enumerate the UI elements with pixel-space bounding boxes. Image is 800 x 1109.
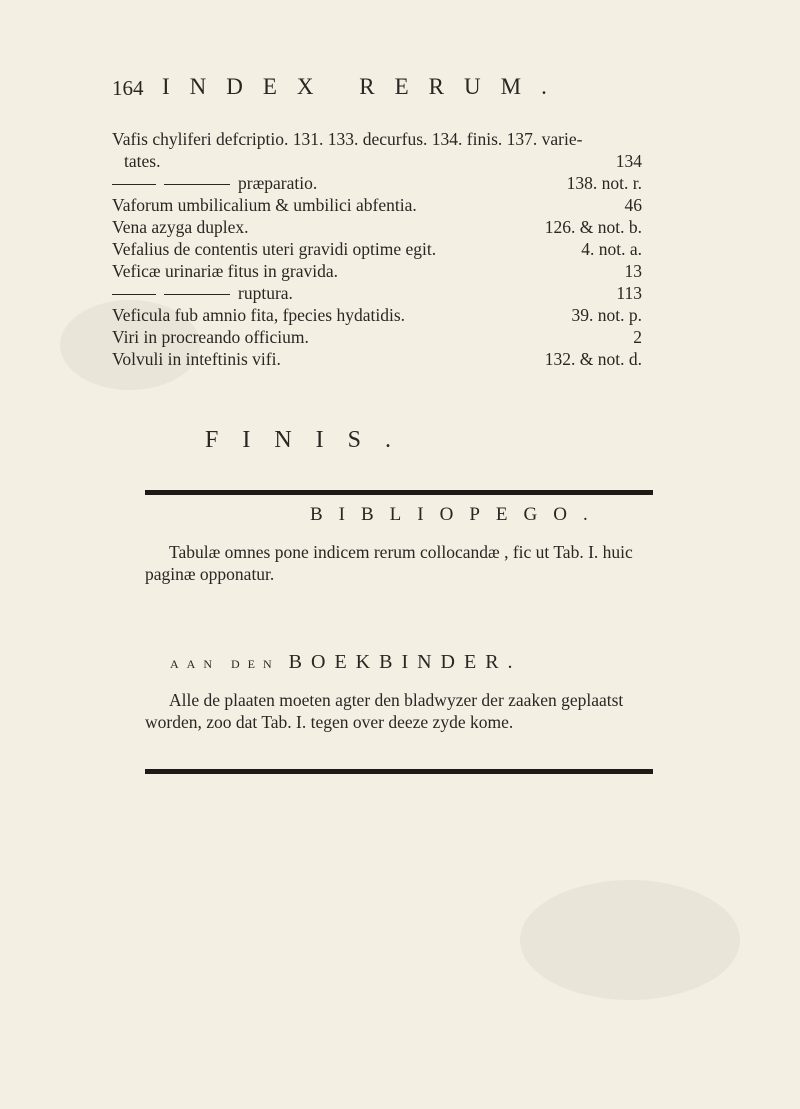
index-entry-ref: 126. & not. b. xyxy=(544,217,642,237)
boekbinder-prefix: AAN DEN xyxy=(170,657,280,671)
index-entry-ref: 134 xyxy=(615,151,642,171)
index-entry-text: Volvuli in inteftinis vifi. xyxy=(112,349,281,369)
index-entry xyxy=(112,216,642,238)
index-entry-ref: 4. not. a. xyxy=(581,239,642,259)
paper-stain xyxy=(520,880,740,1000)
index-entry xyxy=(112,260,642,282)
index-entry-text-wrap xyxy=(112,172,317,194)
index-entry xyxy=(112,348,642,370)
boekbinder-title: BOEKBINDER. xyxy=(288,651,522,673)
finis-heading: FINIS. xyxy=(205,427,416,453)
index-entry xyxy=(112,128,642,150)
index-entry xyxy=(112,282,642,304)
index-entry-text: ruptura. xyxy=(238,283,293,303)
ditto-dash xyxy=(112,294,156,295)
index-entry xyxy=(112,326,642,348)
running-title: INDEX RERUM. xyxy=(162,74,567,99)
index-entry-ref: 113 xyxy=(616,283,642,303)
page-number: 164 xyxy=(112,76,144,100)
divider-rule xyxy=(145,490,653,495)
index-entry-ref: 46 xyxy=(624,195,642,215)
index-entry-ref: 39. not. p. xyxy=(571,305,642,325)
index-entry-ref: 132. & not. d. xyxy=(544,349,642,369)
ditto-dash xyxy=(164,184,230,185)
index-entry-text-wrap xyxy=(112,282,293,304)
page-header xyxy=(112,72,632,112)
index-entry-text: Vena azyga duplex. xyxy=(112,217,249,237)
index-entry-text: Veficula fub amnio fita, fpecies hydatidis. xyxy=(112,305,406,325)
index-entry xyxy=(112,238,642,260)
index-entry-text: Viri in procreando officium. xyxy=(112,327,309,347)
index-entry-ref: 138. not. r. xyxy=(566,173,642,193)
boekbinder-heading xyxy=(170,651,522,674)
bibliopego-heading: BIBLIOPEGO. xyxy=(310,504,604,525)
index-entry-text: Veficæ urinariæ fitus in gravida. xyxy=(112,261,338,281)
index-entry-text: tates. xyxy=(124,151,161,171)
index-entry-text: Vaforum umbilicalium & umbilici abfentia. xyxy=(112,195,417,215)
bibliopego-instruction: Tabulæ omnes pone indicem rerum collocandæ , fic ut Tab. I. huic paginæ opponatur. xyxy=(145,542,633,584)
ditto-dash xyxy=(112,184,156,185)
divider-rule xyxy=(145,769,653,774)
index-entry-ref: 2 xyxy=(633,327,642,347)
index-entry xyxy=(112,172,642,194)
index-entry-ref: 13 xyxy=(624,261,642,281)
index-entry xyxy=(112,194,642,216)
index-entry-text: Vefalius de contentis uteri gravidi optime egit. xyxy=(112,239,437,259)
index-entry-text: præparatio. xyxy=(238,173,318,193)
index-entry xyxy=(112,150,642,172)
boekbinder-instruction: Alle de plaaten moeten agter den bladwyzer der zaaken geplaatst worden, zoo dat Tab. I. tegen over deeze zyde kome. xyxy=(145,690,624,732)
index-entry xyxy=(112,304,642,326)
index-entry-text: Vafis chyliferi defcriptio. 131. 133. decurfus. 134. finis. 137. varie- xyxy=(112,129,583,149)
ditto-dash xyxy=(164,294,230,295)
index-list xyxy=(112,128,642,370)
